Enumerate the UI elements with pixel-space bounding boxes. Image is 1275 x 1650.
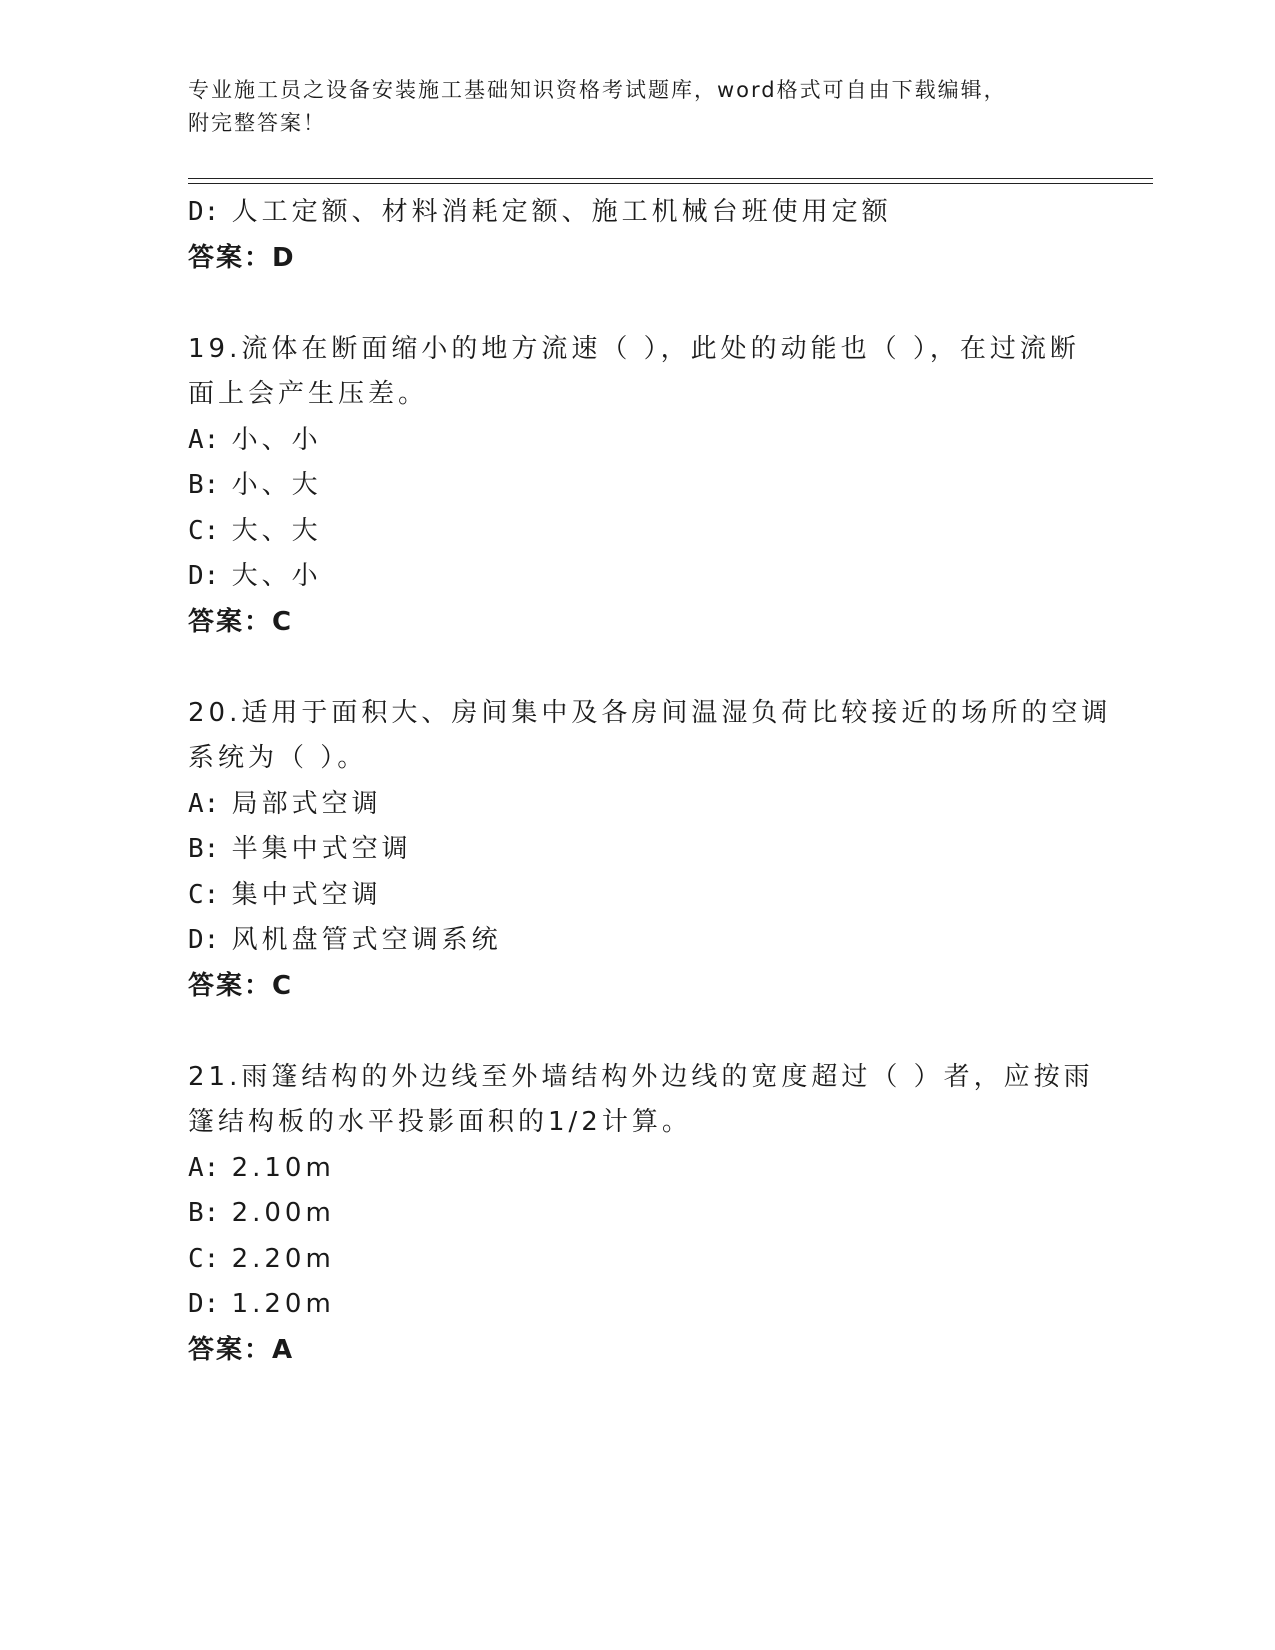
option-a bbox=[188, 1146, 1088, 1192]
question-text-line-1: 21.雨篷结构的外边线至外墙结构外边线的宽度超过（ ）者，应按雨 bbox=[188, 1061, 1094, 1092]
header-divider-bottom bbox=[188, 183, 1153, 184]
option-label: C: bbox=[188, 879, 220, 910]
option-text: 大、大 bbox=[231, 515, 322, 546]
header-line-1: 专业施工员之设备安装施工基础知识资格考试题库，word格式可自由下载编辑， bbox=[188, 78, 1007, 102]
option-text: 人工定额、材料消耗定额、施工机械台班使用定额 bbox=[231, 197, 892, 227]
header-line-2: 附完整答案！ bbox=[188, 111, 326, 135]
option-label: D: bbox=[188, 925, 220, 955]
option-text: 2.20m bbox=[231, 1243, 335, 1274]
answer: 答案：A bbox=[188, 1334, 295, 1365]
question-text-line-1: 20.适用于面积大、房间集中及各房间温湿负荷比较接近的场所的空调 bbox=[188, 697, 1112, 728]
option-label: D: bbox=[188, 1289, 220, 1319]
option-label: B: bbox=[188, 1198, 220, 1228]
document-body bbox=[188, 190, 1112, 1373]
option-text: 风机盘管式空调系统 bbox=[231, 925, 502, 955]
option-text: 大、小 bbox=[231, 561, 322, 591]
question-text-line-2: 面上会产生压差。 bbox=[188, 379, 429, 409]
option-text: 2.00m bbox=[231, 1198, 335, 1228]
question-20 bbox=[188, 691, 1112, 1010]
option-d bbox=[188, 554, 1088, 600]
option-label: B: bbox=[188, 834, 220, 864]
answer: 答案：C bbox=[188, 606, 294, 637]
option-label: B: bbox=[188, 470, 220, 500]
header-divider-top bbox=[188, 178, 1153, 179]
option-label: D: bbox=[188, 561, 220, 591]
question-text-line-2: 系统为（ ）。 bbox=[188, 743, 368, 773]
option-label: A: bbox=[188, 788, 220, 819]
option-text: 1.20m bbox=[231, 1289, 335, 1319]
question-21 bbox=[188, 1055, 1094, 1374]
option-b bbox=[188, 463, 1088, 509]
question-text-line-1: 19.流体在断面缩小的地方流速（ ），此处的动能也（ ），在过流断 bbox=[188, 333, 1080, 364]
option-a bbox=[188, 418, 1088, 464]
option-c bbox=[188, 873, 1088, 919]
option-label: C: bbox=[188, 515, 220, 546]
option-label: A: bbox=[188, 1152, 220, 1183]
document-header bbox=[188, 74, 1088, 140]
answer: 答案：C bbox=[188, 970, 294, 1001]
option-label: A: bbox=[188, 424, 220, 455]
question-text-line-2: 篷结构板的水平投影面积的1/2计算。 bbox=[188, 1107, 692, 1137]
option-text: 2.10m bbox=[231, 1152, 335, 1183]
option-text: 局部式空调 bbox=[231, 788, 382, 819]
question-19 bbox=[188, 327, 1088, 646]
option-d bbox=[188, 1282, 1088, 1328]
option-d bbox=[188, 918, 1088, 964]
carryover-option-d bbox=[188, 190, 1088, 236]
option-label: D: bbox=[188, 197, 220, 227]
option-a bbox=[188, 782, 1088, 828]
option-label: C: bbox=[188, 1243, 220, 1274]
option-c bbox=[188, 1237, 1088, 1283]
option-text: 小、小 bbox=[231, 424, 322, 455]
option-text: 小、大 bbox=[231, 470, 322, 500]
option-c bbox=[188, 509, 1088, 555]
option-b bbox=[188, 827, 1088, 873]
option-text: 半集中式空调 bbox=[231, 834, 412, 864]
option-text: 集中式空调 bbox=[231, 879, 382, 910]
option-b bbox=[188, 1191, 1088, 1237]
carryover-answer: 答案：D bbox=[188, 242, 296, 273]
